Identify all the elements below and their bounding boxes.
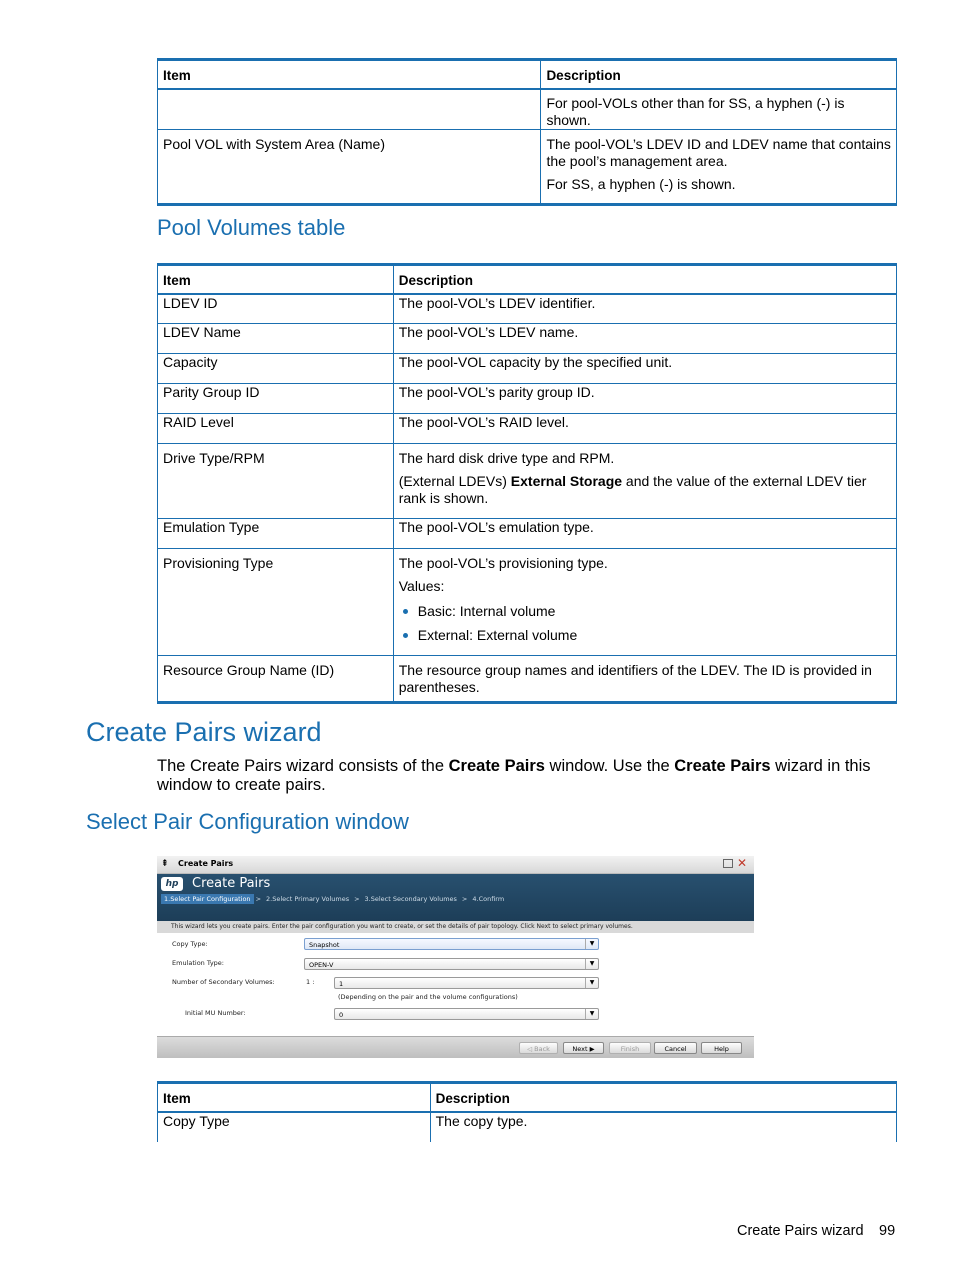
row-item: Parity Group ID: [158, 384, 394, 414]
help-button[interactable]: Help: [701, 1042, 742, 1054]
desc-text: For pool-VOLs other than for SS, a hyphen (-) is shown.: [546, 94, 845, 128]
row-description: The pool-VOL’s LDEV identifier.: [393, 294, 896, 324]
step-separator: >: [354, 895, 360, 903]
step-2: 2.Select Primary Volumes: [266, 895, 350, 903]
step-4: 4.Confirm: [472, 895, 505, 903]
table-header-row: [158, 1083, 897, 1112]
table-row: [158, 294, 897, 324]
para-bold-term: Create Pairs: [448, 757, 545, 775]
emulation-type-value: OPEN-V: [309, 961, 334, 969]
para-text: window. Use the: [544, 757, 675, 775]
table-row: [158, 549, 897, 656]
table-row: [158, 656, 897, 703]
desc-text: For SS, a hyphen (-) is shown.: [546, 175, 736, 192]
footer-section-title: Create Pairs wizard: [737, 1223, 864, 1239]
list-item: Basic: Internal volume: [418, 603, 891, 620]
header-item: Item: [158, 60, 541, 89]
table-row: [158, 444, 897, 519]
hp-logo: hp: [161, 877, 183, 891]
desc-text-part: (External LDEVs): [398, 473, 511, 489]
emulation-type-select[interactable]: [304, 958, 599, 970]
back-button[interactable]: ◁ Back: [519, 1042, 558, 1054]
header-description: Description: [393, 265, 896, 294]
maximize-icon[interactable]: [723, 859, 733, 868]
dropdown-arrow-icon: ▼: [585, 959, 598, 969]
table-row: [158, 129, 897, 204]
values-list: [399, 603, 891, 644]
section-heading-select-pair-config: Select Pair Configuration window: [86, 809, 409, 834]
table-header-row: [158, 60, 897, 89]
row-item: Copy Type: [158, 1112, 431, 1142]
num-secondary-prefix: 1 :: [306, 978, 315, 986]
table-row: [158, 1112, 897, 1142]
dropdown-arrow-icon: ▼: [585, 939, 598, 949]
row-item: Resource Group Name (ID): [158, 656, 394, 703]
step-separator: >: [255, 895, 262, 903]
table-row: [158, 414, 897, 444]
pool-volumes-table: [157, 263, 897, 704]
wizard-button-bar: [157, 1036, 754, 1058]
page-number: 99: [879, 1223, 896, 1239]
row-description: [541, 129, 897, 204]
section-heading-pool-volumes: Pool Volumes table: [157, 215, 346, 240]
row-description: [393, 549, 896, 656]
desc-text: The pool-VOL’s provisioning type.: [398, 555, 608, 571]
num-secondary-select[interactable]: [334, 977, 599, 989]
desc-text: [399, 473, 891, 507]
row-item: RAID Level: [158, 414, 394, 444]
create-pairs-window-screenshot: [157, 856, 754, 1058]
section-heading-create-pairs-wizard: Create Pairs wizard: [86, 717, 322, 747]
row-item: Provisioning Type: [158, 549, 394, 656]
num-secondary-note: (Depending on the pair and the volume configurations): [338, 993, 518, 1001]
finish-button[interactable]: Finish: [609, 1042, 651, 1054]
close-icon[interactable]: ✕: [737, 856, 748, 870]
para-text: wizard in this window to create pairs.: [157, 757, 871, 794]
row-item: Emulation Type: [158, 519, 394, 549]
row-description: [541, 89, 897, 130]
header-item: Item: [158, 265, 394, 294]
table-row: [158, 519, 897, 549]
para-bold-term: Create Pairs: [674, 757, 771, 775]
list-item: External: External volume: [418, 627, 891, 644]
row-description: The pool-VOL’s emulation type.: [393, 519, 896, 549]
row-item: Pool VOL with System Area (Name): [158, 129, 541, 204]
collapse-icon[interactable]: ⇞: [161, 859, 169, 869]
wizard-steps: [161, 894, 507, 906]
row-item: LDEV Name: [158, 324, 394, 354]
header-description: Description: [541, 60, 897, 89]
table-row: [158, 324, 897, 354]
step-separator: >: [461, 895, 468, 903]
emulation-type-label: Emulation Type:: [172, 959, 224, 967]
cancel-button[interactable]: Cancel: [654, 1042, 697, 1054]
row-item: Drive Type/RPM: [158, 444, 394, 519]
copy-type-label: Copy Type:: [172, 940, 208, 948]
copy-type-value: Snapshot: [309, 941, 340, 949]
values-label: Values:: [398, 578, 445, 594]
wizard-banner: [157, 874, 754, 921]
row-description: The copy type.: [430, 1112, 896, 1142]
initial-mu-select[interactable]: [334, 1008, 599, 1020]
table-row: [158, 89, 897, 130]
window-title: Create Pairs: [178, 859, 234, 868]
row-description: The resource group names and identifiers of the LDEV. The ID is provided in parentheses.: [393, 656, 896, 703]
row-description: The pool-VOL’s RAID level.: [393, 414, 896, 444]
initial-mu-value: 0: [339, 1011, 344, 1019]
header-item: Item: [158, 1083, 431, 1112]
desc-text: The hard disk drive type and RPM.: [398, 450, 615, 466]
para-text: The Create Pairs wizard consists of the: [157, 757, 449, 775]
table-header-row: [158, 265, 897, 294]
banner-title: Create Pairs: [192, 876, 271, 891]
table-row: [158, 384, 897, 414]
continued-table: [157, 58, 897, 206]
row-description: The pool-VOL’s LDEV name.: [393, 324, 896, 354]
copy-type-select[interactable]: [304, 938, 599, 950]
desc-text-part: and the value of the external LDEV tier rank is shown.: [398, 473, 867, 506]
dropdown-arrow-icon: ▼: [585, 1009, 598, 1019]
select-pair-config-table: [157, 1081, 897, 1142]
row-description: The pool-VOL capacity by the specified unit.: [393, 354, 896, 384]
desc-bold-term: External Storage: [510, 473, 623, 489]
row-description: [393, 444, 896, 519]
dropdown-arrow-icon: ▼: [585, 978, 598, 988]
row-item: [158, 89, 541, 130]
wizard-instructions: This wizard lets you create pairs. Enter the pair configuration you want to create, or set the details of pair topology. Click Next to select primary volumes.: [157, 921, 754, 933]
row-item: Capacity: [158, 354, 394, 384]
header-description: Description: [430, 1083, 896, 1112]
window-titlebar: [157, 856, 754, 874]
row-description: The pool-VOL’s parity group ID.: [393, 384, 896, 414]
step-3: 3.Select Secondary Volumes: [364, 895, 457, 903]
desc-text: The pool-VOL’s LDEV ID and LDEV name that contains the pool’s management area.: [546, 135, 891, 169]
step-1: 1.Select Pair Configuration: [161, 894, 254, 904]
num-secondary-value: 1: [339, 980, 344, 988]
num-secondary-label: Number of Secondary Volumes:: [172, 978, 275, 986]
initial-mu-label: Initial MU Number:: [185, 1009, 246, 1017]
row-item: LDEV ID: [158, 294, 394, 324]
wizard-intro-paragraph: [157, 757, 887, 795]
next-button[interactable]: Next ▶: [563, 1042, 604, 1054]
table-row: [158, 354, 897, 384]
